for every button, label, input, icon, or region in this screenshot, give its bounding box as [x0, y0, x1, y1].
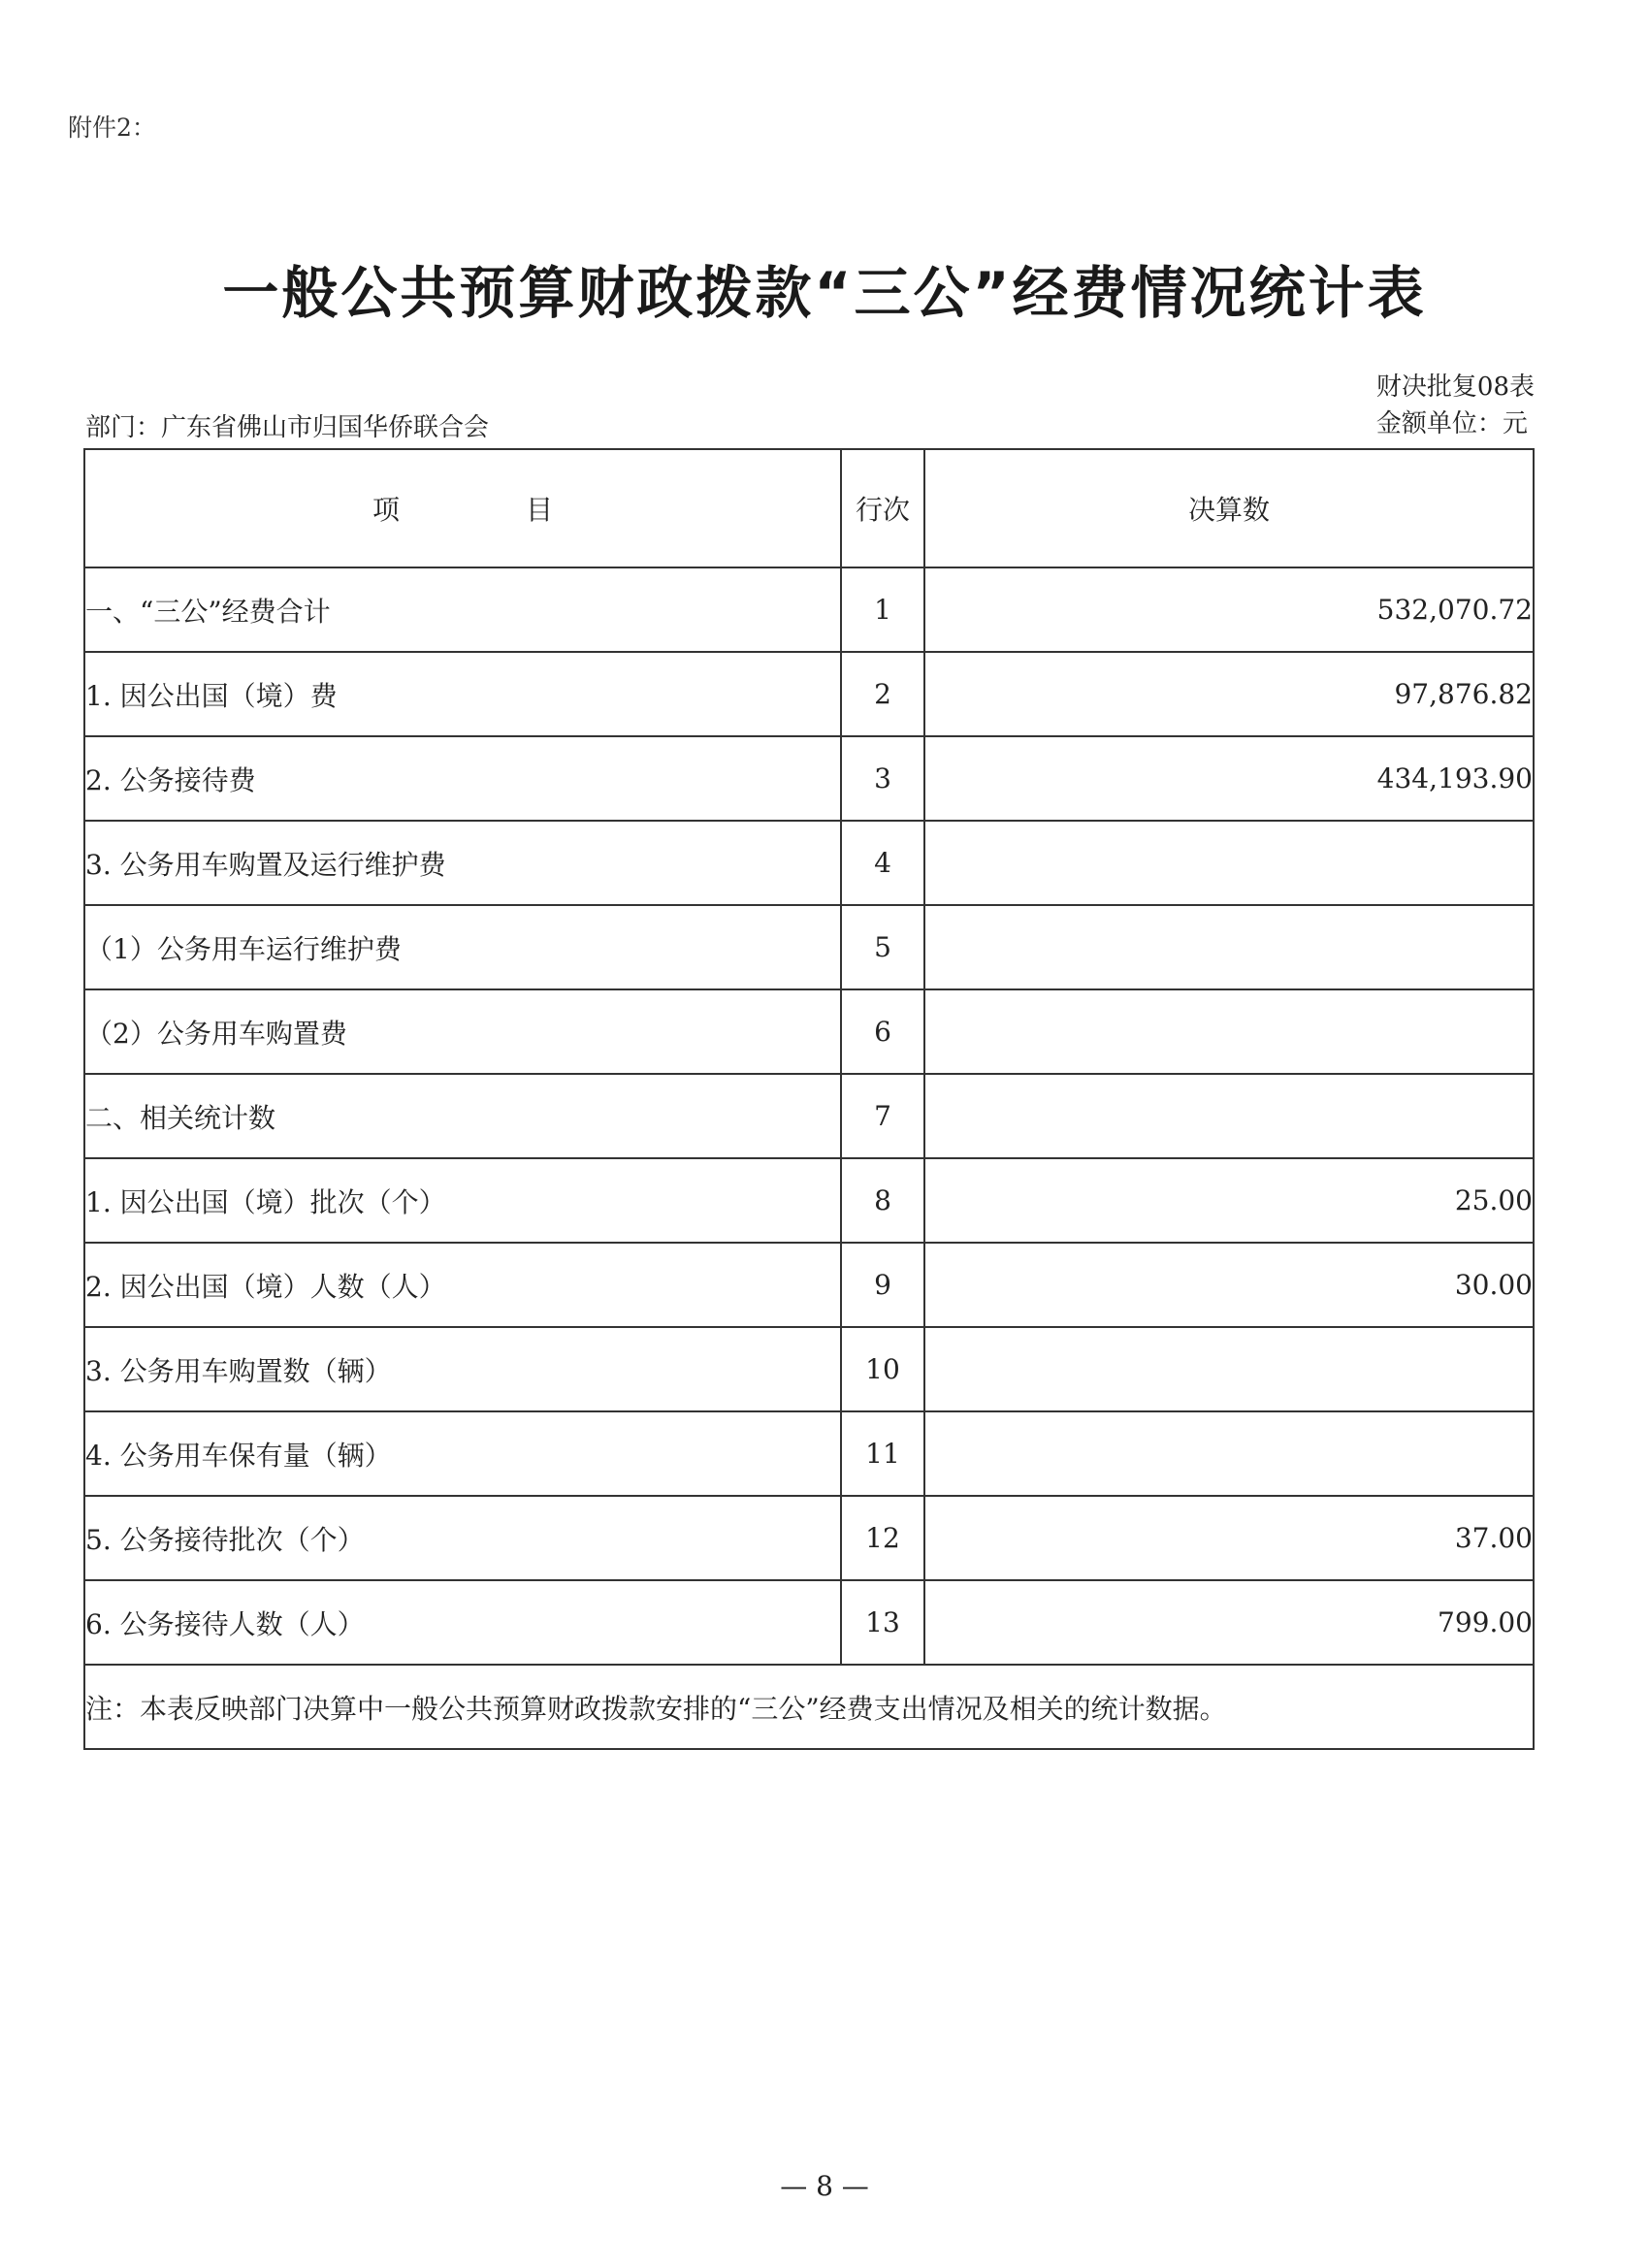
table-row	[84, 989, 1534, 1074]
row-value: 37.00	[924, 1496, 1534, 1580]
statistics-table	[83, 448, 1535, 1750]
row-number: 3	[841, 736, 924, 821]
row-value	[924, 1074, 1534, 1158]
row-value: 25.00	[924, 1158, 1534, 1243]
header-value: 决算数	[924, 449, 1534, 567]
row-item: 6. 公务接待人数（人）	[84, 1580, 841, 1665]
table-row	[84, 736, 1534, 821]
row-item: 1. 因公出国（境）费	[84, 652, 841, 736]
row-item: （1）公务用车运行维护费	[84, 905, 841, 989]
table-row	[84, 1580, 1534, 1665]
unit-label: 金额单位：元	[1375, 409, 1528, 438]
row-value	[924, 821, 1534, 905]
header-item: 项目	[84, 449, 841, 567]
department-label: 部门：广东省佛山市归国华侨联合会	[85, 413, 490, 442]
table-row	[84, 1411, 1534, 1496]
table-row	[84, 905, 1534, 989]
form-code: 财决批复08表	[1375, 373, 1535, 402]
row-item: 5. 公务接待批次（个）	[84, 1496, 841, 1580]
table-row	[84, 1496, 1534, 1580]
row-value: 97,876.82	[924, 652, 1534, 736]
row-number: 6	[841, 989, 924, 1074]
row-value	[924, 905, 1534, 989]
table-row	[84, 652, 1534, 736]
row-value: 30.00	[924, 1243, 1534, 1327]
row-number: 9	[841, 1243, 924, 1327]
row-item: 2. 因公出国（境）人数（人）	[84, 1243, 841, 1327]
row-item: 二、相关统计数	[84, 1074, 841, 1158]
row-item: 一、“三公”经费合计	[84, 567, 841, 652]
row-number: 1	[841, 567, 924, 652]
row-item: 4. 公务用车保有量（辆）	[84, 1411, 841, 1496]
row-value: 799.00	[924, 1580, 1534, 1665]
row-number: 4	[841, 821, 924, 905]
row-item: 2. 公务接待费	[84, 736, 841, 821]
table-row	[84, 821, 1534, 905]
row-number: 7	[841, 1074, 924, 1158]
row-number: 5	[841, 905, 924, 989]
table-row	[84, 567, 1534, 652]
table-row	[84, 1074, 1534, 1158]
row-number: 8	[841, 1158, 924, 1243]
row-item: 1. 因公出国（境）批次（个）	[84, 1158, 841, 1243]
row-value	[924, 1327, 1534, 1411]
table-row	[84, 1243, 1534, 1327]
table-note: 注：本表反映部门决算中一般公共预算财政拨款安排的“三公”经费支出情况及相关的统计数据。	[84, 1665, 1534, 1749]
table-row	[84, 1327, 1534, 1411]
row-number: 12	[841, 1496, 924, 1580]
row-number: 13	[841, 1580, 924, 1665]
form-meta	[1376, 369, 1535, 442]
row-number: 2	[841, 652, 924, 736]
page-title: 一般公共预算财政拨款“三公”经费情况统计表	[222, 260, 1427, 326]
row-value	[924, 1411, 1534, 1496]
row-value	[924, 989, 1534, 1074]
header-row-no: 行次	[841, 449, 924, 567]
note-row	[84, 1665, 1534, 1749]
table-row	[84, 1158, 1534, 1243]
row-item: 3. 公务用车购置及运行维护费	[84, 821, 841, 905]
row-value: 434,193.90	[924, 736, 1534, 821]
row-item: 3. 公务用车购置数（辆）	[84, 1327, 841, 1411]
row-number: 10	[841, 1327, 924, 1411]
row-value: 532,070.72	[924, 567, 1534, 652]
table-header-row	[84, 449, 1534, 567]
page-number: — 8 —	[780, 2170, 869, 2202]
row-number: 11	[841, 1411, 924, 1496]
annex-label: 附件2：	[68, 113, 156, 142]
row-item: （2）公务用车购置费	[84, 989, 841, 1074]
